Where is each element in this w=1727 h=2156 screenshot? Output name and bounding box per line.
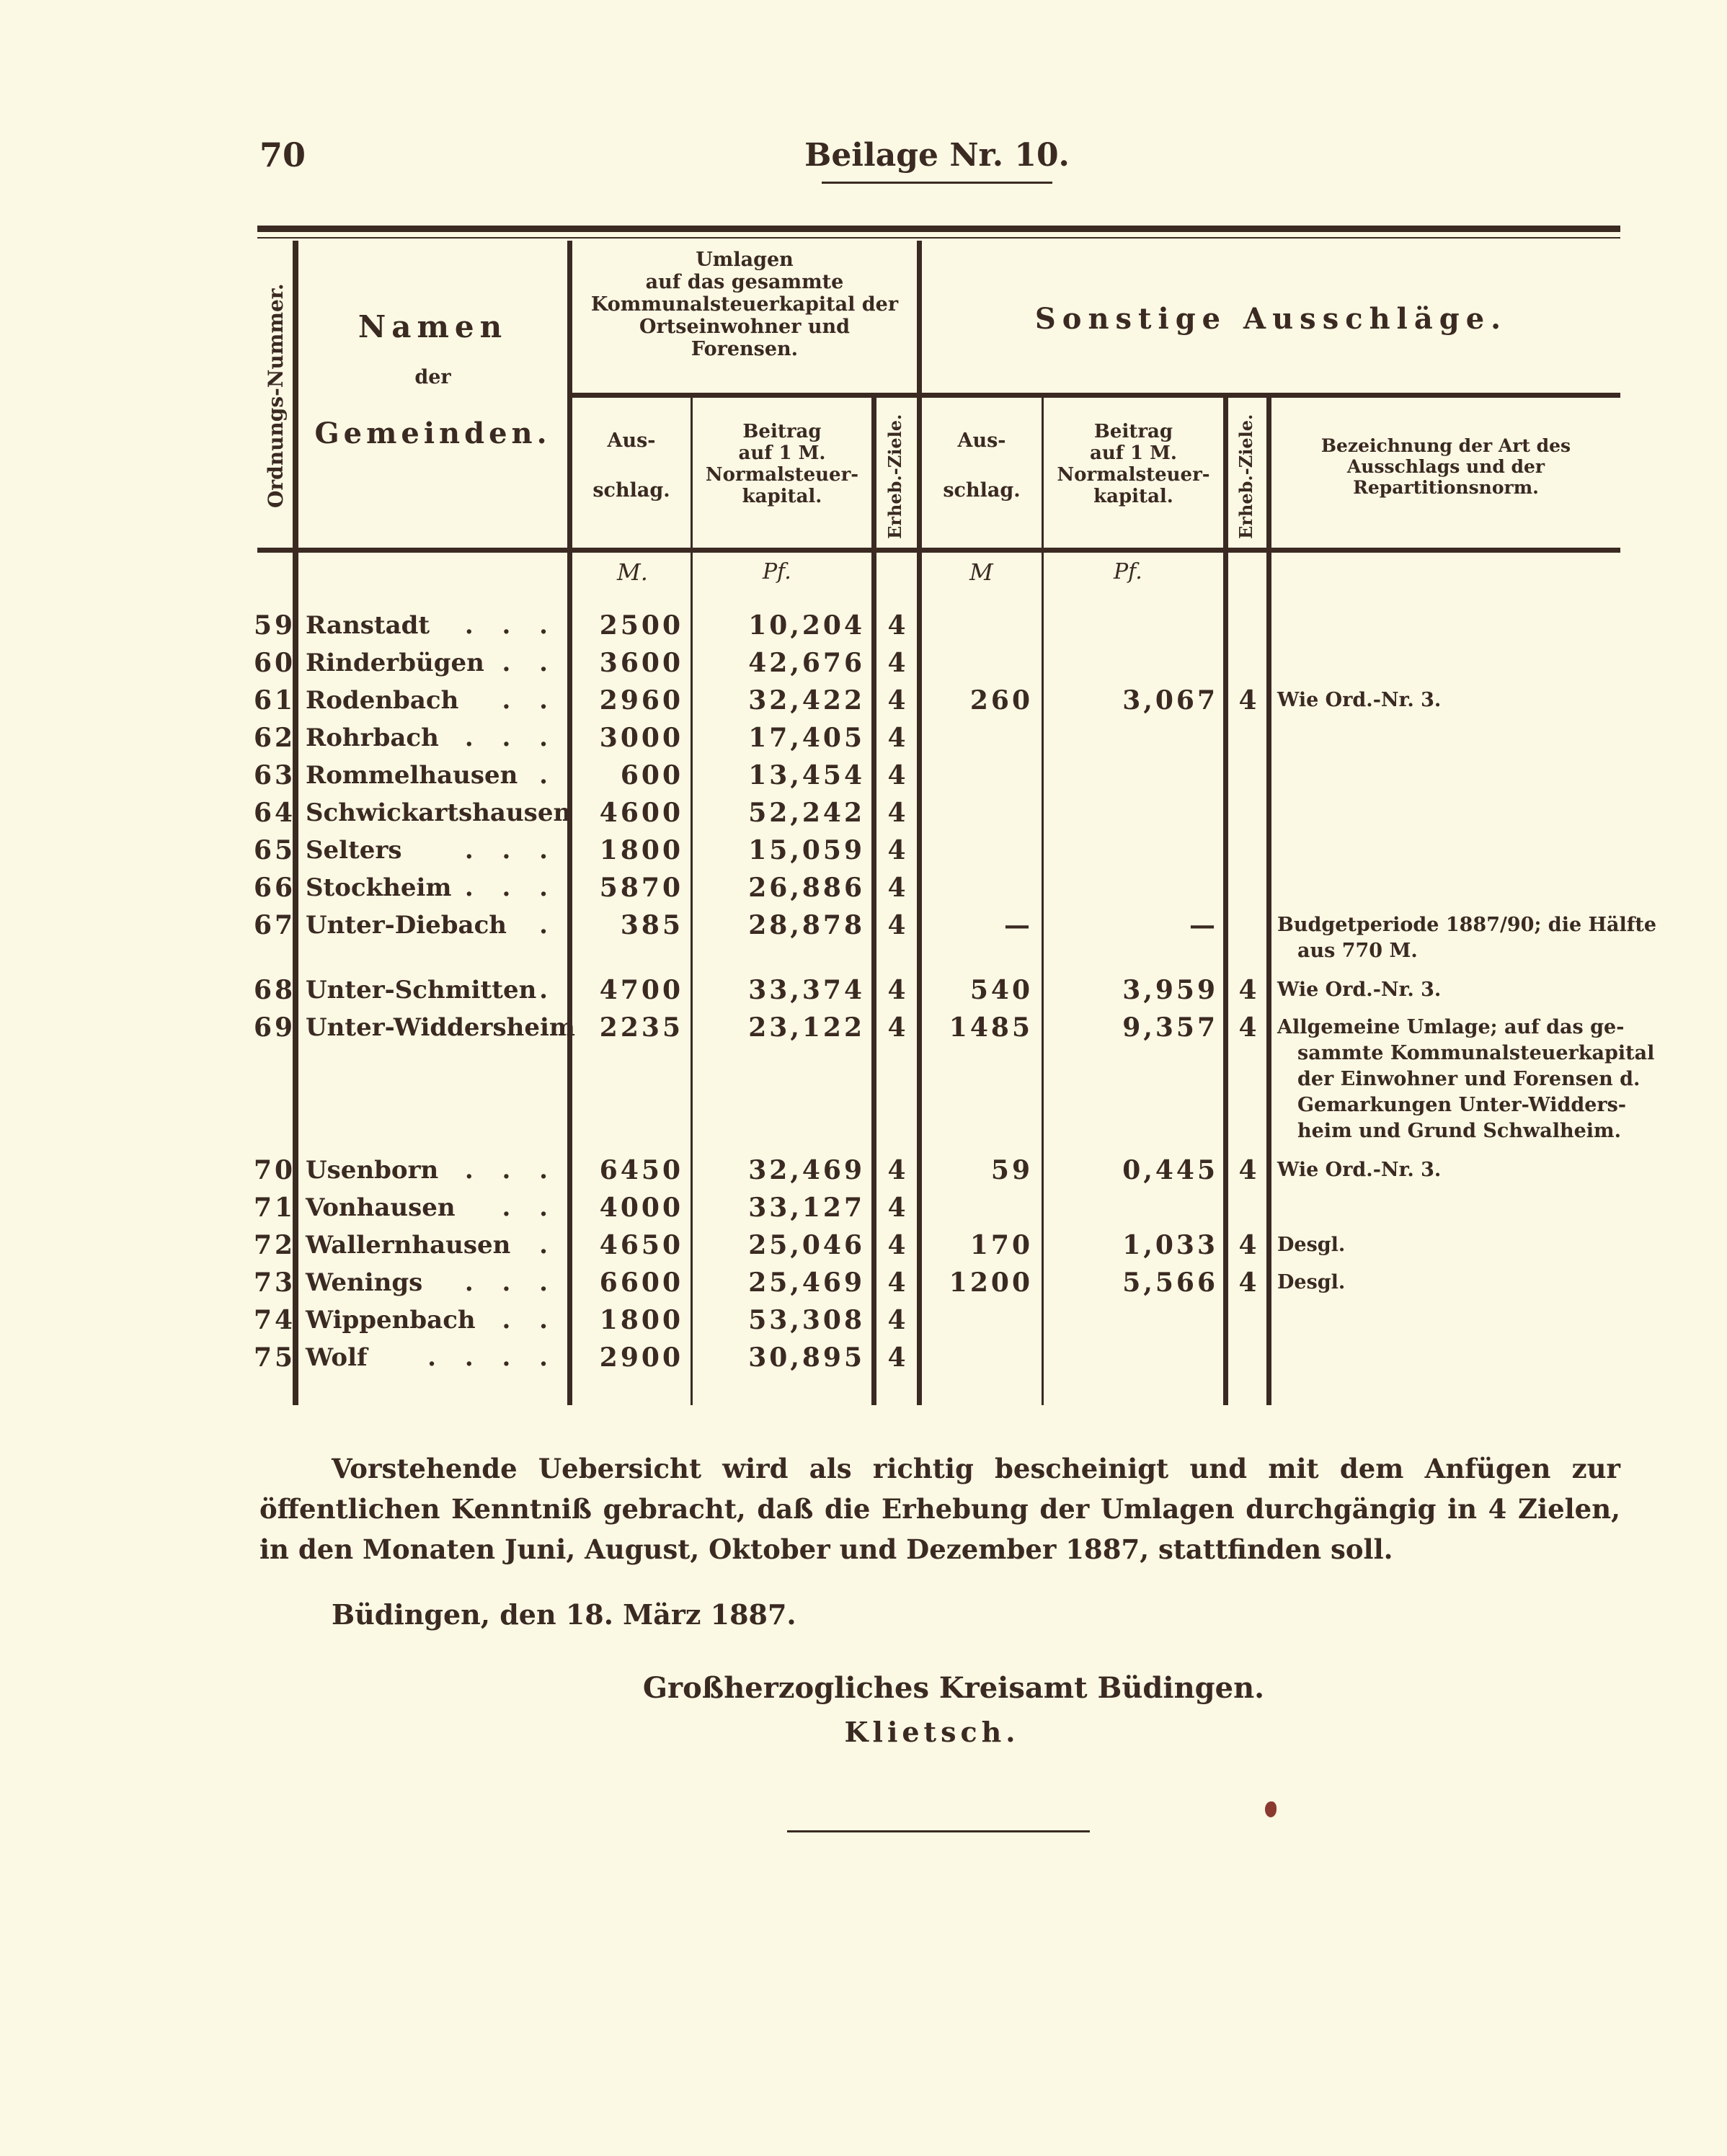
other-levy-installments: 4 [1238,975,1257,1005]
ord-number: 62 [254,723,296,753]
header-umlagen-line: auf das gesammte [645,271,844,294]
ord-number: 69 [254,1012,296,1043]
municipality-name-cell [306,1264,562,1301]
header-beitrag-line: Beitrag [742,421,822,442]
levy-rate: 25,469 [748,1268,865,1298]
municipality-name-cell [306,1189,562,1226]
levy-installments: 4 [887,1305,906,1335]
ord-number: 73 [254,1268,296,1298]
levy-description-line: heim und Grund Schwalheim. [1297,1120,1621,1142]
levy-amount: 2500 [599,610,683,641]
header-beitrag-line: Normalsteuer- [1057,463,1210,486]
municipality-name-cell [306,1226,562,1264]
levy-description [1277,977,1617,1003]
levy-installments: 4 [887,760,906,790]
levy-rate: 52,242 [748,798,865,828]
levy-description [1277,1270,1617,1296]
page-number: 70 [259,135,306,174]
header-bezeichnung-line: Bezeichnung der Art des [1320,435,1571,456]
unit-pfennig-2: Pf. [1114,559,1142,584]
levy-amount: 3600 [599,648,683,678]
levy-rate: 25,046 [748,1230,865,1260]
levy-description [1277,1157,1617,1183]
ord-number: 63 [254,760,296,790]
levy-installments: 4 [887,1012,906,1043]
municipality-name-cell [306,757,562,794]
leader-dots: . . . . [427,1343,558,1372]
header-beitrag-line: Normalsteuer- [705,463,859,486]
table-row [0,832,1727,869]
levy-amount: 4650 [599,1230,683,1260]
table-row [0,1301,1727,1339]
levy-amount: 2235 [599,1012,683,1043]
levy-description-line: der Einwohner und Forensen d. [1297,1068,1641,1090]
table-row [0,682,1727,719]
other-levy-rate: — [1189,910,1218,940]
other-levy-installments: 4 [1238,1268,1257,1298]
table-row [0,1264,1727,1301]
municipality-name-cell [306,1152,562,1189]
ord-number: 64 [254,798,296,828]
levy-rate: 33,374 [748,975,865,1005]
other-levy-amount: 1485 [949,1012,1033,1043]
header-umlagen-line: Kommunalsteuerkapital der [590,293,899,316]
header-beitrag-line: kapital. [742,485,822,507]
municipality-name-cell [306,794,572,832]
header-ausschlag-line1: Aus- [607,429,656,452]
ord-number: 59 [254,610,296,641]
levy-description [1277,1232,1617,1258]
levy-installments: 4 [887,798,906,828]
levy-rate: 42,676 [748,648,865,678]
levy-amount: 1800 [599,1305,683,1335]
municipality-name: Rommelhausen [306,761,518,790]
other-levy-installments: 4 [1238,1230,1257,1260]
table-row [0,1339,1727,1376]
table-row [0,719,1727,757]
levy-amount: 2960 [599,685,683,716]
levy-amount: 385 [620,910,683,940]
header-name-line2: der [414,366,451,389]
levy-rate: 32,469 [748,1155,865,1185]
header-name-line1: Namen [358,309,508,344]
ord-number: 70 [254,1155,296,1185]
table-row [0,644,1727,682]
municipality-name: Wallernhausen [306,1231,511,1260]
levy-rate: 15,059 [748,835,865,865]
header-ord-number: Ordnungs-Nummer. [264,283,288,508]
header-beitrag-2 [1044,422,1223,508]
leader-dots: . . [502,649,558,677]
municipality-name: Vonhausen [306,1193,456,1222]
municipality-name-cell [306,1301,562,1339]
footer [0,1448,1727,1832]
table-row [0,1189,1727,1226]
levy-description-line: Wie Ord.-Nr. 3. [1277,1159,1442,1181]
levy-rate: 32,422 [748,685,865,716]
municipality-name-cell [306,1339,562,1376]
levy-installments: 4 [887,873,906,903]
header-ziele-2: Erheb.-Ziele. [1235,414,1256,539]
other-levy-amount: 1200 [949,1268,1033,1298]
levy-description [1277,912,1657,964]
header-group-sonstige: Sonstige Ausschläge. [1034,302,1508,336]
ord-number: 61 [254,685,296,716]
levy-rate: 33,127 [748,1193,865,1223]
levy-description-line: Budgetperiode 1887/90; die Hälfte [1277,914,1657,936]
leader-dots: . [539,911,558,940]
header-ausschlag-2 [922,429,1042,502]
title-underline [822,182,1052,184]
municipality-name-cell [306,644,562,682]
municipality-name-cell [306,869,562,906]
table-row [0,1226,1727,1264]
municipality-name: Wippenbach [306,1306,476,1335]
ord-number: 60 [254,648,296,678]
place-date: Büdingen, den 18. März 1887. [332,1598,796,1631]
levy-rate: 26,886 [748,873,865,903]
other-levy-rate: 5,566 [1122,1268,1218,1298]
levy-installments: 4 [887,1155,906,1185]
other-levy-amount: — [1004,910,1033,940]
levy-amount: 600 [620,760,683,790]
levy-installments: 4 [887,1230,906,1260]
other-levy-amount: 59 [990,1155,1033,1185]
levy-installments: 4 [887,1342,906,1373]
municipality-name-cell [306,607,562,644]
municipality-name: Wenings [306,1268,423,1297]
municipality-name: Selters [306,836,402,865]
municipality-name-cell [306,719,562,757]
municipality-name: Wolf [306,1343,368,1372]
page-title: Beilage Nr. 10. [804,137,1070,174]
levy-amount: 4700 [599,975,683,1005]
levy-installments: 4 [887,975,906,1005]
table-row [0,906,1727,971]
levy-rate: 53,308 [748,1305,865,1335]
levy-installments: 4 [887,648,906,678]
other-levy-rate: 1,033 [1122,1230,1218,1260]
municipality-name: Stockheim [306,873,452,902]
levy-description-line: Wie Ord.-Nr. 3. [1277,689,1442,711]
other-levy-rate: 3,067 [1122,685,1218,716]
table-row [0,971,1727,1009]
levy-rate: 23,122 [748,1012,865,1043]
municipality-name-cell [306,682,562,719]
table-row [0,1009,1727,1152]
levy-amount: 4000 [599,1193,683,1223]
ord-number: 67 [254,910,296,940]
ord-number: 71 [254,1193,296,1223]
levy-installments: 4 [887,1193,906,1223]
header-beitrag-line: kapital. [1093,485,1173,507]
header-name [298,310,567,450]
table-row [0,757,1727,794]
levy-installments: 4 [887,835,906,865]
leader-dots: . [539,1231,558,1260]
issuing-authority: Großherzogliches Kreisamt Büdingen. [642,1671,1265,1705]
municipality-name: Rinderbügen [306,649,484,677]
other-levy-rate: 0,445 [1122,1155,1218,1185]
levy-amount: 1800 [599,835,683,865]
levy-rate: 13,454 [748,760,865,790]
other-levy-installments: 4 [1238,1155,1257,1185]
leader-dots: . . . [464,723,558,752]
leader-dots: . . . [464,1268,558,1297]
table-row [0,607,1727,644]
header-umlagen-line: Forensen. [691,338,799,361]
other-levy-installments: 4 [1238,1012,1257,1043]
header-beitrag-line: auf 1 M. [738,442,826,464]
header-group-umlagen [572,249,917,360]
header-umlagen-line: Umlagen [696,249,794,271]
other-levy-amount: 170 [969,1230,1033,1260]
levy-amount: 5870 [599,873,683,903]
table-top-thin-rule [257,237,1620,239]
levy-rate: 30,895 [748,1342,865,1373]
levy-description-line: Gemarkungen Unter-Widders- [1297,1094,1627,1116]
header-bottom-rule [257,548,1620,553]
levy-description [1277,687,1617,713]
other-levy-amount: 540 [969,975,1033,1005]
header-beitrag-1 [693,422,871,508]
ord-number: 68 [254,975,296,1005]
leader-dots: . . . [464,873,558,902]
municipality-name-cell [306,971,562,1009]
header-ziele-1: Erheb.-Ziele. [884,414,905,539]
header-umlagen-line: Ortseinwohner und [639,316,850,339]
levy-description-line: Allgemeine Umlage; auf das ge- [1277,1016,1625,1038]
levy-amount: 3000 [599,723,683,753]
signature: Klietsch. [844,1716,1020,1748]
unit-mark-1: M. [617,558,648,586]
levy-installments: 4 [887,610,906,641]
header-ausschlag-line2: schlag. [943,479,1021,502]
leader-dots: . . [502,1193,558,1222]
levy-rate: 28,878 [748,910,865,940]
levy-installments: 4 [887,910,906,940]
municipality-name: Schwickartshausen [306,798,572,827]
table-row [0,869,1727,906]
municipality-name: Unter-Schmitten [306,976,537,1004]
unit-pfennig-1: Pf. [763,559,791,584]
leader-dots: . . . [464,836,558,865]
other-levy-installments: 4 [1238,685,1257,716]
leader-dots: . [539,976,558,1004]
municipality-name-cell [306,832,562,869]
header-group-rule [571,393,1620,398]
header-beitrag-line: auf 1 M. [1090,442,1177,464]
levy-description-line: sammte Kommunalsteuerkapital [1297,1042,1655,1064]
header-beitrag-line: Beitrag [1093,421,1173,442]
levy-rate: 17,405 [748,723,865,753]
ord-number: 65 [254,835,296,865]
header-bezeichnung [1271,436,1620,498]
leader-dots: . . . [464,611,558,640]
levy-description-line: Desgl. [1277,1234,1346,1256]
other-levy-amount: 260 [969,685,1033,716]
levy-amount: 6450 [599,1155,683,1185]
header-ausschlag-line1: Aus- [957,429,1006,452]
municipality-name: Unter-Diebach [306,911,507,940]
municipality-name: Rodenbach [306,686,459,715]
header-name-line3: Gemeinden. [314,416,551,451]
levy-installments: 4 [887,723,906,753]
municipality-name: Usenborn [306,1156,439,1185]
certification-paragraph [259,1448,1620,1569]
header-ausschlag-line2: schlag. [592,479,670,502]
levy-description [1277,1015,1655,1144]
header-bezeichnung-line: Ausschlags und der [1346,455,1545,477]
leader-dots: . . . [464,1156,558,1185]
closing-rule [787,1830,1090,1832]
levy-amount: 2900 [599,1342,683,1373]
levy-amount: 6600 [599,1268,683,1298]
municipality-name: Ranstadt [306,611,430,640]
ord-number: 66 [254,873,296,903]
ord-number: 74 [254,1305,296,1335]
levy-rate: 10,204 [748,610,865,641]
header-ausschlag-1 [572,429,691,502]
leader-dots: . [539,761,558,790]
levy-description-line: Desgl. [1277,1271,1346,1293]
municipality-name-cell [306,1009,575,1046]
other-levy-rate: 9,357 [1122,1012,1218,1043]
levy-installments: 4 [887,685,906,716]
levy-installments: 4 [887,1268,906,1298]
leader-dots: . . [502,686,558,715]
ord-number: 75 [254,1342,296,1373]
other-levy-rate: 3,959 [1122,975,1218,1005]
header-bezeichnung-line: Repartitionsnorm. [1353,476,1539,498]
leader-dots: . . [502,1306,558,1335]
levy-description-line: aus 770 M. [1297,940,1418,962]
unit-mark-2: M [969,558,993,586]
ink-mark-icon [1265,1801,1277,1817]
ord-number: 72 [254,1230,296,1260]
table-top-rule [257,226,1620,232]
municipality-name: Unter-Widdersheim [306,1013,575,1042]
table-row [0,794,1727,832]
levy-amount: 4600 [599,798,683,828]
certification-text: Vorstehende Uebersicht wird als richtig bescheinigt und mit dem Anfügen zur öffentlichen Kenntniß gebracht, daß die Erhebung der Umlagen durchgängig in 4 Zielen, in den Monaten Juni, August, Oktober und Dezember 1887, stattfinden soll. [259,1453,1620,1565]
municipality-name-cell [306,906,562,944]
levy-description-line: Wie Ord.-Nr. 3. [1277,979,1442,1001]
table-row [0,1152,1727,1189]
municipality-name: Rohrbach [306,723,439,752]
